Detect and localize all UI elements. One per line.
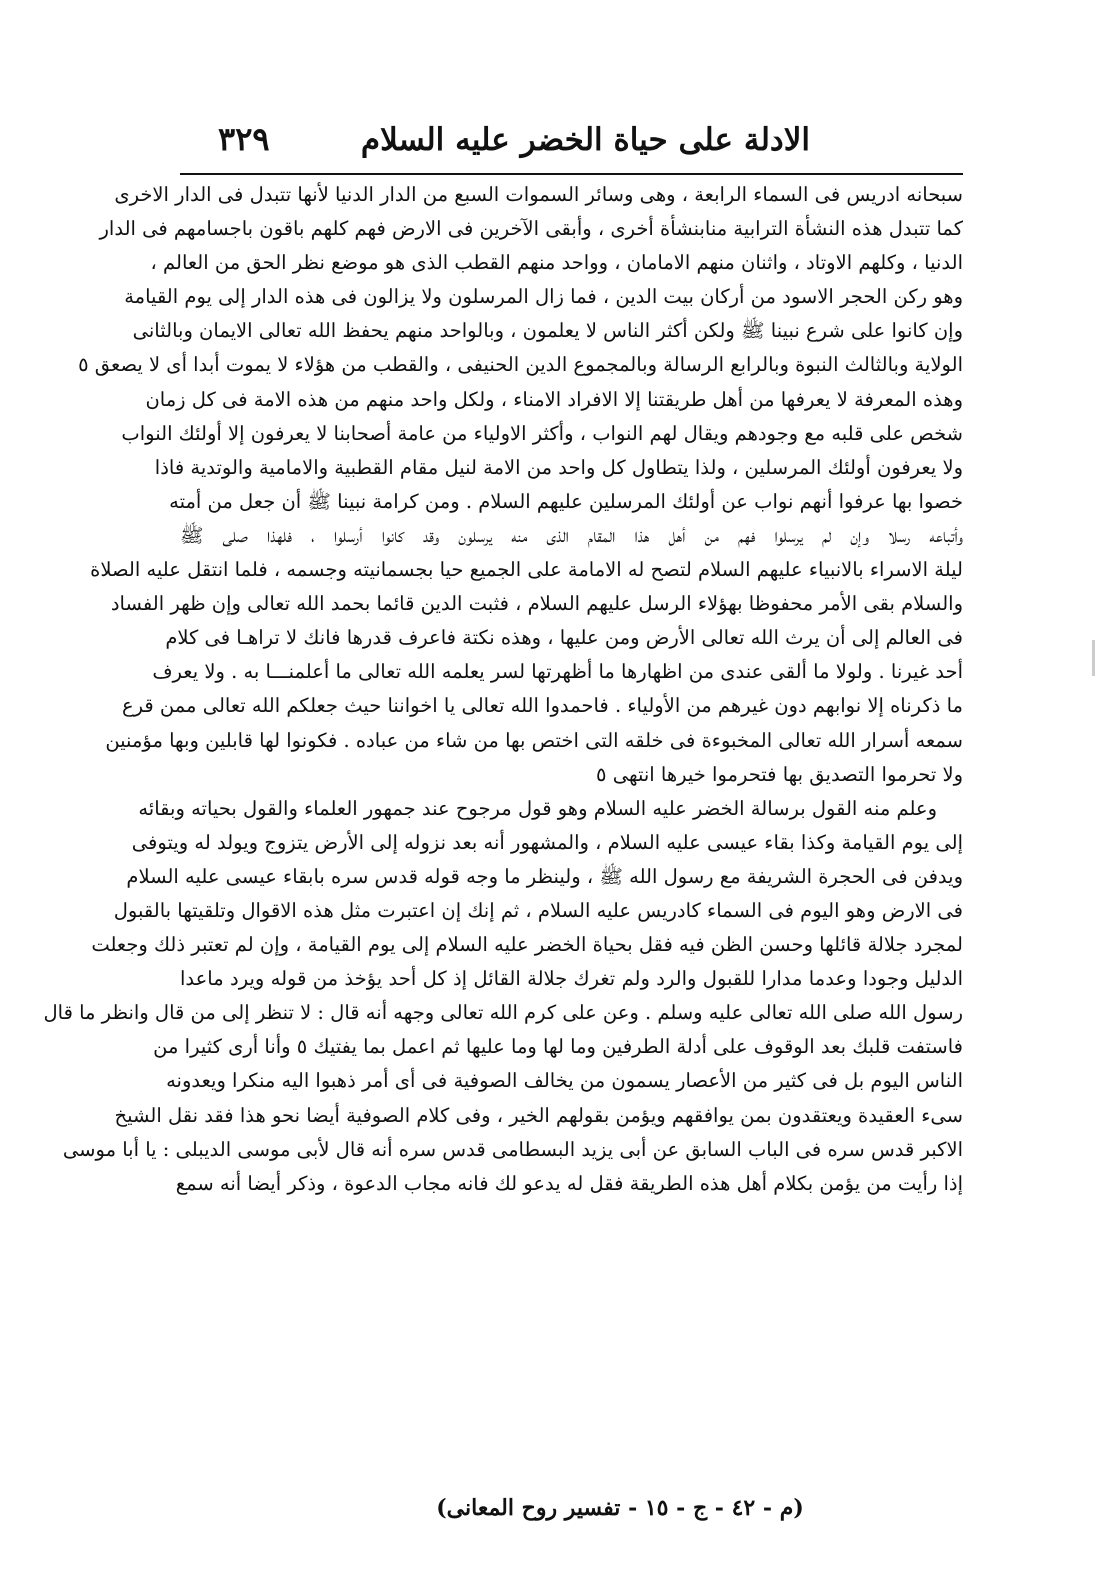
- scan-margin-mark: [1092, 640, 1095, 676]
- text-line: خصوا بها عرفوا أنهم نواب عن أولئك المرسلين عليهم السلام . ومن كرامة نبينا ﷺ أن جعل من أمته: [169, 489, 963, 513]
- text-line: الولاية وبالثالث النبوة وبالرابع الرسالة وبالمجموع الدين الحنيفى ، والقطب من هؤلاء لا يموت أبدا أى لا يصعق ‪٥: [78, 353, 963, 377]
- text-line: والسلام بقى الأمر محفوظا بهؤلاء الرسل عليهم السلام ، فثبت الدين قائما بحمد الله تعالى وإن ظهر الفساد: [110, 592, 963, 616]
- text-line: سمعه أسرار الله تعالى المخبوءة فى خلقه التى اختص بها من شاء من عباده . فكونوا لها قابلين وبها مؤمنين: [105, 728, 963, 752]
- text-line: الدنيا ، وكلهم الاوتاد ، واثنان منهم الامامان ، وواحد منهم القطب الذى هو موضع نظر الحق من العالم ،: [150, 251, 963, 275]
- running-header: [180, 118, 810, 170]
- text-line: أحد غيرنا . ولولا ما ألقى عندى من اظهارها ما أظهرتها لسر يعلمه الله تعالى ما أعلمنـــا به . ولا يعرف: [152, 660, 963, 684]
- text-line-paragraph-start: وعلم منه القول برسالة الخضر عليه السلام وهو قول مرجوح عند جمهور العلماء والقول بحياته وبقائه: [138, 796, 937, 820]
- text-line: وهذه المعرفة لا يعرفها من أهل طريقتنا إلا الافراد الامناء ، ولكل واحد منهم من هذه الامة فى كل زمان: [145, 387, 963, 411]
- header-rule: [180, 173, 963, 175]
- text-line: سبحانه ادريس فى السماء الرابعة ، وهى وسائر السموات السبع من الدار الدنيا لأنها تتبدل فى الدار الاخرى: [114, 183, 963, 206]
- text-line: الدليل وجودا وعدما مدارا للقبول والرد ولم تغرك جلالة القائل إذ كل أحد يؤخذ من قوله ويرد ماعدا: [180, 967, 963, 991]
- text-line: ويدفن فى الحجرة الشريفة مع رسول الله ﷺ ، ولينظر ما وجه قوله قدس سره بابقاء عيسى عليه السلام: [126, 864, 963, 888]
- text-line: فاستفت قلبك بعد الوقوف على أدلة الطرفين وما لها وما عليها ثم اعمل بما يفتيك ‪٥ وأنا أرى كثيرا من: [153, 1035, 963, 1059]
- text-line: ليلة الاسراء بالانبياء عليهم السلام لتصح له الامامة على الجميع حيا بجسمانيته وجسمه ، فلما انتقل عليه الصلاة: [90, 558, 963, 582]
- text-line: ما ذكرناه إلا نوابهم دون غيرهم من الأولياء . فاحمدوا الله تعالى يا اخواننا حيث جعلكم الله تعالى ممن قرع: [122, 694, 963, 718]
- text-line: فى العالم إلى أن يرث الله تعالى الأرض ومن عليها ، وهذه نكتة فاعرف قدرها فانك لا تراهـا فى كلام: [165, 626, 963, 650]
- text-line: رسول الله صلى الله تعالى عليه وسلم . وعن على كرم الله تعالى وجهه أنه قال : لا تنظر إلى من قال وانظر ما قال: [43, 1001, 963, 1025]
- text-line: وهو ركن الحجر الاسود من أركان بيت الدين ، فما زال المرسلون ولا يزالون فى هذه الدار إلى يوم القيامة: [124, 285, 963, 309]
- text-line: الناس اليوم بل فى كثير من الأعصار يسمون من يخالف الصوفية فى أى أمر ذهبوا اليه منكرا ويعدونه: [166, 1069, 963, 1093]
- text-line: ولا يعرفون أولئك المرسلين ، ولذا يتطاول كل واحد من الامة لنيل مقام القطبية والامامية والوتدية فاذا: [154, 455, 963, 479]
- footer-signature: (م - ٤٢ - ج - ١٥ - تفسير روح المعانى): [436, 1495, 804, 1521]
- text-line: إلى يوم القيامة وكذا بقاء عيسى عليه السلام ، والمشهور أنه بعد نزوله إلى الأرض يتزوج ويولد له ويتوفى: [131, 830, 963, 854]
- text-line: شخص على قلبه مع وجودهم ويقال لهم النواب ، وأكثر الاولياء من عامة أصحابنا لا يعرفون إلا أولئك النواب: [121, 421, 963, 445]
- text-line: سىء العقيدة ويعتقدون بمن يوافقهم ويؤمن بقولهم الخير ، وفى كلام الصوفية أيضا نحو هذا فقد نقل الشيخ: [114, 1103, 963, 1127]
- text-line: لمجرد جلالة قائلها وحسن الظن فيه فقل بحياة الخضر عليه السلام إلى يوم القيامة ، وإن لم تعتبر ذلك وجعلت: [91, 933, 963, 957]
- page-title: الادلة على حياة الخضر عليه السلام: [360, 122, 810, 158]
- text-line: كما تتبدل هذه النشأة الترابية منابنشأة أخرى ، وأبقى الآخرين فى الارض فهم كلهم باقون باجسامهم فى الدار: [99, 217, 963, 241]
- text-line-paragraph-end: ولا تحرموا التصديق بها فتحرموا خيرها انتهى ‪٥: [596, 762, 963, 786]
- text-line: وأتباعه رسلا وإن لم يرسلوا فهم من أهل هذا المقام الذى منه يرسلون وقد كانوا أرسلوا ، فلهذا صلى ﷺ: [180, 523, 963, 547]
- text-line: فى الارض وهو اليوم فى السماء كادريس عليه السلام ، ثم إنك إن اعتبرت مثل هذه الاقوال وتلقيتها بالقبول: [113, 898, 963, 922]
- page-number: ٣٢٩: [218, 120, 270, 158]
- text-line: إذا رأيت من يؤمن بكلام أهل هذه الطريقة فقل له يدعو لك فانه مجاب الدعوة ، وذكر أيضا أنه سمع: [175, 1171, 963, 1195]
- body-text: [43, 178, 963, 1201]
- text-line: وإن كانوا على شرع نبينا ﷺ ولكن أكثر الناس لا يعلمون ، وبالواحد منهم يحفظ الله تعالى الايمان وبالثانى: [132, 319, 963, 343]
- text-line: الاكبر قدس سره فى الباب السابق عن أبى يزيد البسطامى قدس سره أنه قال لأبى موسى الديبلى : يا أبا موسى: [62, 1137, 963, 1161]
